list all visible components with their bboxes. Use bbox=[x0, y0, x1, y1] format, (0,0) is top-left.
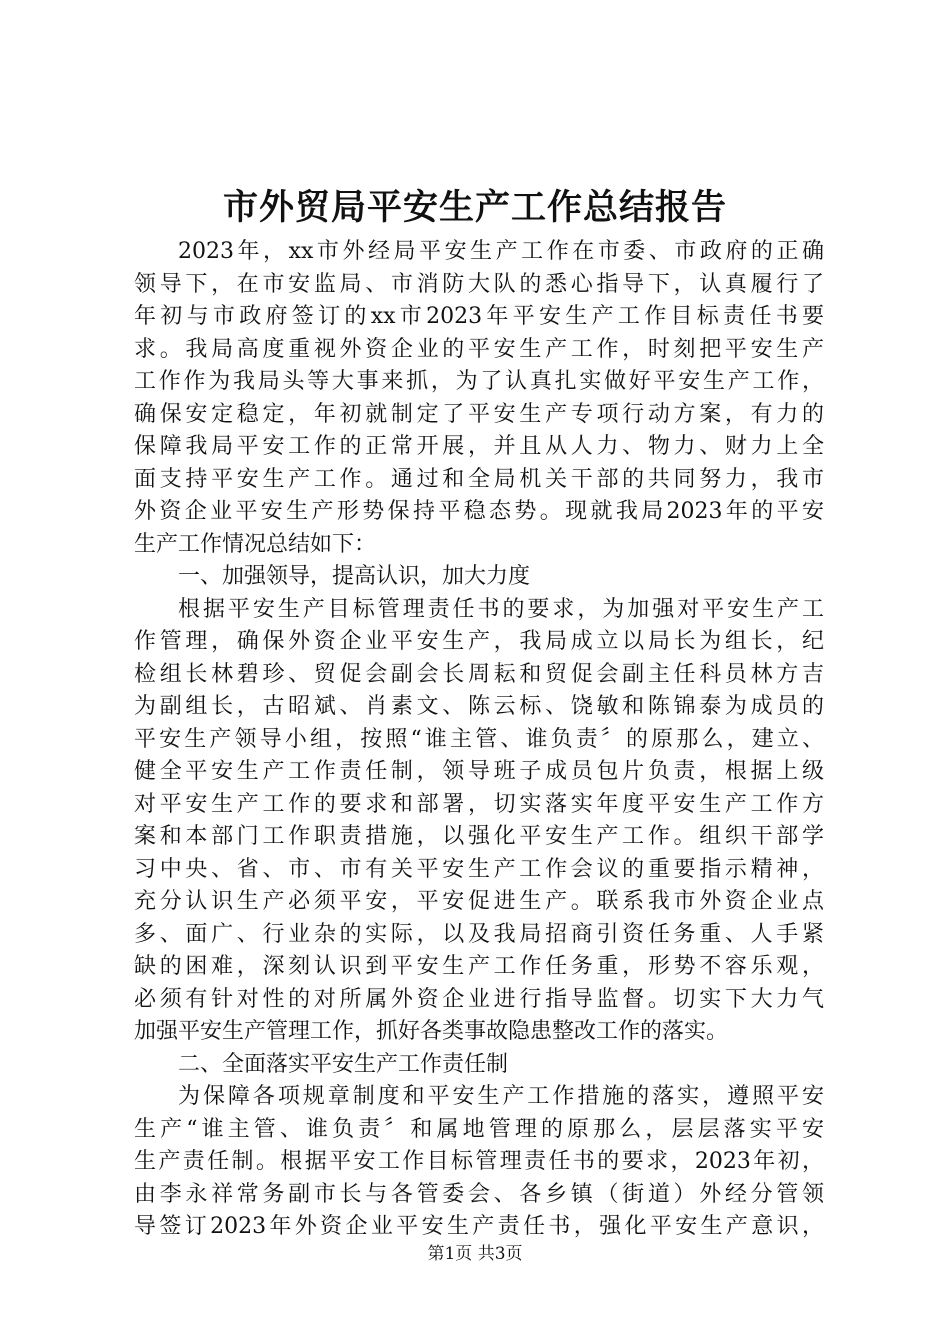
body-text-line: 平安生产领导小组，按照“谁主管、谁负责〞的原那么，建立、 bbox=[134, 726, 824, 752]
body-text-line: 2023年，xx市外经局平安生产工作在市委、市政府的正确 bbox=[178, 239, 824, 264]
body-text-line: 为副组长，古昭斌、肖素文、陈云标、饶敏和陈锦泰为成员的 bbox=[134, 694, 824, 719]
body-text-line: 生产“谁主管、谁负责〞和属地管理的原那么，层层落实平安 bbox=[134, 1116, 824, 1142]
body-text-line: 求。我局高度重视外资企业的平安生产工作，时刻把平安生产 bbox=[134, 336, 824, 362]
body-text-line: 根据平安生产目标管理责任书的要求，为加强对平安生产工 bbox=[178, 596, 824, 622]
body-text-line: 一、加强领导，提高认识，加大力度 bbox=[178, 564, 531, 589]
body-text-line: 由李永祥常务副市长与各管委会、各乡镇（街道）外经分管领 bbox=[134, 1181, 824, 1207]
body-text-line: 导签订2023年外资企业平安生产责任书，强化平安生产意识， bbox=[134, 1214, 824, 1239]
body-text-line: 缺的困难，深刻认识到平安生产工作任务重，形势不容乐观， bbox=[134, 954, 824, 979]
document-title: 市外贸局平安生产工作总结报告 bbox=[222, 187, 727, 228]
body-text-line: 领导下，在市安监局、市消防大队的悉心指导下，认真履行了 bbox=[134, 271, 824, 297]
body-text-line: 健全平安生产工作责任制，领导班子成员包片负责，根据上级 bbox=[134, 759, 824, 784]
body-text-line: 多、面广、行业杂的实际，以及我局招商引资任务重、人手紧 bbox=[134, 921, 824, 947]
body-text-line: 加强平安生产管理工作，抓好各类事故隐患整改工作的落实。 bbox=[134, 1019, 729, 1044]
body-text-line: 案和本部门工作职责措施，以强化平安生产工作。组织干部学 bbox=[134, 824, 824, 849]
body-text-line: 作管理，确保外资企业平安生产，我局成立以局长为组长，纪 bbox=[134, 629, 824, 654]
body-text-line: 充分认识生产必须平安，平安促进生产。联系我市外资企业点 bbox=[134, 889, 824, 914]
body-text-line: 习中央、省、市、市有关平安生产工作会议的重要指示精神， bbox=[134, 856, 824, 882]
body-text-line: 保障我局平安工作的正常开展，并且从人力、物力、财力上全 bbox=[134, 434, 824, 459]
body-text-line: 必须有针对性的对所属外资企业进行指导监督。切实下大力气 bbox=[134, 986, 824, 1012]
page-footer: 第1页 共3页 bbox=[427, 1244, 523, 1264]
body-text-line: 确保安定稳定，年初就制定了平安生产专项行动方案，有力的 bbox=[134, 401, 824, 427]
document-body bbox=[134, 236, 824, 1244]
body-text-line: 对平安生产工作的要求和部署，切实落实年度平安生产工作方 bbox=[134, 791, 824, 817]
body-text-line: 检组长林碧珍、贸促会副会长周耘和贸促会副主任科员林方吉 bbox=[134, 661, 824, 687]
body-text-line: 为保障各项规章制度和平安生产工作措施的落实，遵照平安 bbox=[178, 1084, 824, 1109]
body-text-line: 生产工作情况总结如下： bbox=[134, 531, 377, 557]
body-text-line: 工作作为我局头等大事来抓，为了认真扎实做好平安生产工作， bbox=[134, 369, 824, 394]
body-text-line: 面支持平安生产工作。通过和全局机关干部的共同努力，我市 bbox=[134, 466, 824, 492]
body-text-line: 生产责任制。根据平安工作目标管理责任书的要求，2023年初， bbox=[134, 1149, 824, 1174]
body-text-line: 外资企业平安生产形势保持平稳态势。现就我局2023年的平安 bbox=[134, 499, 824, 524]
body-text-line: 年初与市政府签订的xx市2023年平安生产工作目标责任书要 bbox=[134, 304, 824, 329]
body-text-line: 二、全面落实平安生产工作责任制 bbox=[178, 1051, 509, 1077]
